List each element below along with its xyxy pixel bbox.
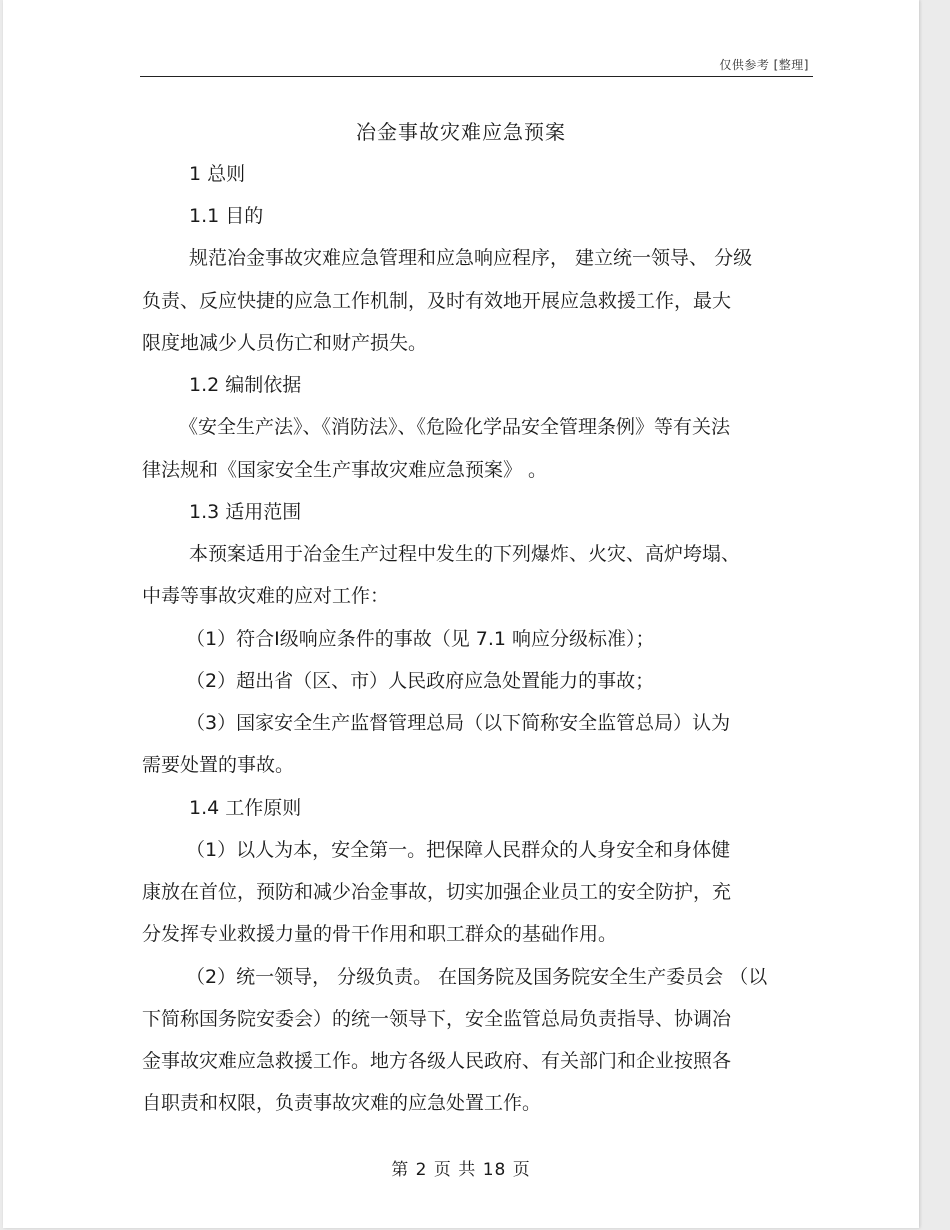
section-heading: 1.4 工作原则 xyxy=(189,797,302,819)
paragraph-line: 分发挥专业救援力量的骨干作用和职工群众的基础作用。 xyxy=(142,923,618,945)
list-item: （3）国家安全生产监督管理总局（以下简称安全监管总局）认为 xyxy=(186,712,731,734)
paragraph-line: （2）统一领导， 分级负责。 在国务院及国务院安全生产委员会 （以 xyxy=(186,966,768,988)
paragraph-line: 负责、反应快捷的应急工作机制，及时有效地开展应急救援工作，最大 xyxy=(142,290,732,312)
document-title: 冶金事故灾难应急预案 xyxy=(356,120,566,144)
list-item: （1）符合Ⅰ级响应条件的事故（见 7.1 响应分级标准）； xyxy=(186,628,655,650)
paragraph-line: 《安全生产法》、《消防法》、《危险化学品安全管理条例》等有关法 xyxy=(179,416,731,438)
paragraph-line: 金事故灾难应急救援工作。地方各级人民政府、有关部门和企业按照各 xyxy=(142,1050,732,1072)
section-heading: 1.2 编制依据 xyxy=(189,374,302,396)
paragraph-line: 律法规和《国家安全生产事故灾难应急预案》 。 xyxy=(142,459,548,481)
paragraph-line: 限度地减少人员伤亡和财产损失。 xyxy=(142,332,428,354)
section-heading: 1 总则 xyxy=(189,163,246,185)
paragraph-line: 中毒等事故灾难的应对工作： xyxy=(142,585,390,607)
header-note: 仅供参考 [整理] xyxy=(719,58,809,72)
list-item: （2）超出省（区、市）人民政府应急处置能力的事故； xyxy=(186,670,655,692)
document-page xyxy=(3,0,919,1228)
paragraph-line: 需要处置的事故。 xyxy=(142,754,295,776)
section-heading: 1.1 目的 xyxy=(189,205,264,227)
paragraph-line: 规范冶金事故灾难应急管理和应急响应程序， 建立统一领导、 分级 xyxy=(189,247,753,269)
paragraph-line: 下简称国务院安委会）的统一领导下，安全监管总局负责指导、协调冶 xyxy=(142,1008,732,1030)
paragraph-line: 自职责和权限，负责事故灾难的应急处置工作。 xyxy=(142,1092,542,1114)
section-heading: 1.3 适用范围 xyxy=(189,501,302,523)
paragraph-line: 本预案适用于冶金生产过程中发生的下列爆炸、火灾、高炉垮塌、 xyxy=(189,543,741,565)
paragraph-line: （1）以人为本，安全第一。把保障人民群众的人身安全和身体健 xyxy=(186,839,731,861)
paragraph-line: 康放在首位，预防和减少冶金事故，切实加强企业员工的安全防护，充 xyxy=(142,881,732,903)
page-number: 第 2 页 共 18 页 xyxy=(391,1160,531,1180)
header-divider xyxy=(140,76,813,77)
